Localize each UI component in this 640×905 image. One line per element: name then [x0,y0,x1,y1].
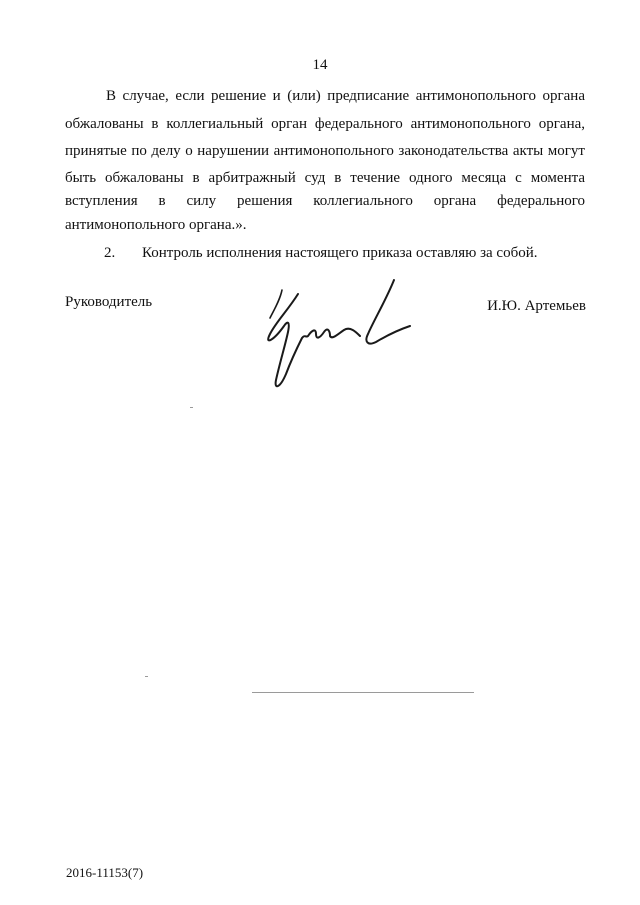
item-text: Контроль исполнения настоящего приказа оставляю за собой. [142,245,538,261]
scan-artifact-line [252,692,474,693]
paragraph-line: В случае, если решение и (или) предписание антимонопольного органа [106,88,585,104]
paragraph-line: быть обжалованы в арбитражный суд в течение одного месяца с момента [65,170,585,186]
signer-name: И.Ю. Артемьев [487,298,586,314]
signer-title: Руководитель [65,294,153,310]
paragraph-line: обжалованы в коллегиальный орган федерального антимонопольного органа, [65,116,585,132]
item-number: 2. [104,245,116,261]
paragraph-line: вступления в силу решения коллегиального органа федерального [65,193,585,209]
document-id: 2016-11153(7) [66,865,144,880]
scan-artifact-dot [145,676,148,677]
page-number: 14 [312,57,328,73]
paragraph-line: принятые по делу о нарушении антимонопольного законодательства акты могут [65,143,585,159]
scan-artifact-dot [190,407,193,408]
handwritten-signature [258,276,418,396]
paragraph-line: антимонопольного органа.». [65,217,247,233]
